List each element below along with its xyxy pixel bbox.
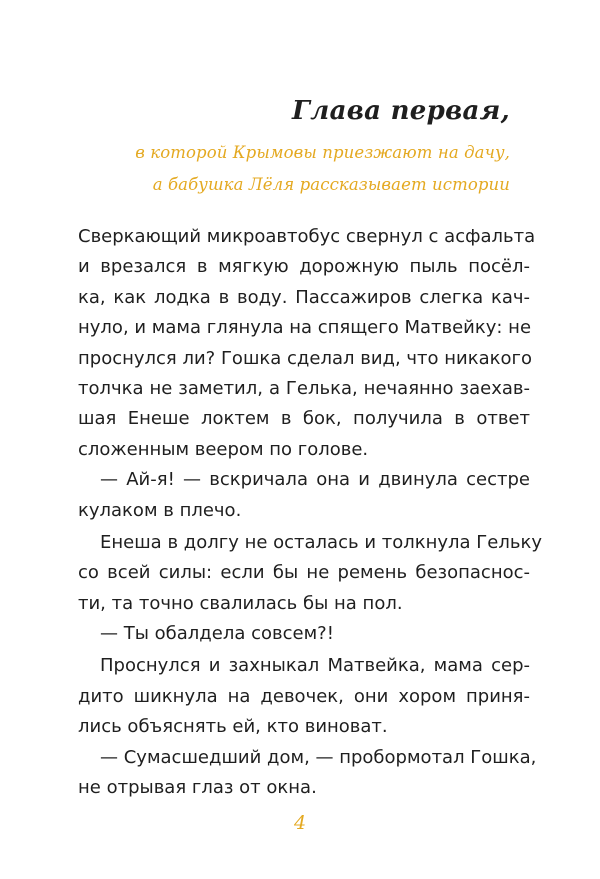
text-line: и врезался в мягкую дорожную пыль посёл- xyxy=(78,256,530,278)
text-line: лись объяснять ей, кто виноват. xyxy=(78,716,388,738)
text-line: кулаком в плечо. xyxy=(78,499,242,521)
text-line: дито шикнула на девочек, они хором приня- xyxy=(78,685,530,707)
text-line: — Ты обалдела совсем?! xyxy=(100,623,334,645)
text-line: Сверкающий микроавтобус свернул с асфальта xyxy=(78,226,536,247)
page-number: 4 xyxy=(293,812,307,834)
text-line: ка, как лодка в воду. Пассажиров слегка кач- xyxy=(78,286,530,308)
text-line: проснулся ли? Гошка сделал вид, что никакого xyxy=(78,347,532,369)
text-line: сложенным веером по голове. xyxy=(78,438,369,460)
text-line: толчка не заметил, а Гелька, нечаянно заехав- xyxy=(78,377,530,399)
text-line: не отрывая глаз от окна. xyxy=(78,777,317,799)
text-line: Проснулся и захныкал Матвейка, мама сер- xyxy=(100,655,530,677)
chapter-subtitle-line-1: в которой Крымовы приезжают на дачу, xyxy=(135,143,510,162)
chapter-title: Глава первая, xyxy=(292,96,510,126)
text-line: нуло, и мама глянула на спящего Матвейку: не xyxy=(78,317,532,339)
text-line: Енеша в долгу не осталась и толкнула Гельку xyxy=(100,531,542,553)
chapter-subtitle-line-2: а бабушка Лёля рассказывает истории xyxy=(152,175,510,194)
text-line: шая Енеше локтем в бок, получила в ответ xyxy=(78,408,530,430)
text-line: со всей силы: если бы не ремень безопаснос- xyxy=(78,562,530,584)
text-line: ти, та точно свалилась бы на пол. xyxy=(78,592,403,614)
body-text xyxy=(78,222,542,803)
text-line: — Ай-я! — вскричала она и двинула сестре xyxy=(100,469,530,491)
text-line: — Сумасшедший дом, — пробормотал Гошка, xyxy=(100,746,537,768)
